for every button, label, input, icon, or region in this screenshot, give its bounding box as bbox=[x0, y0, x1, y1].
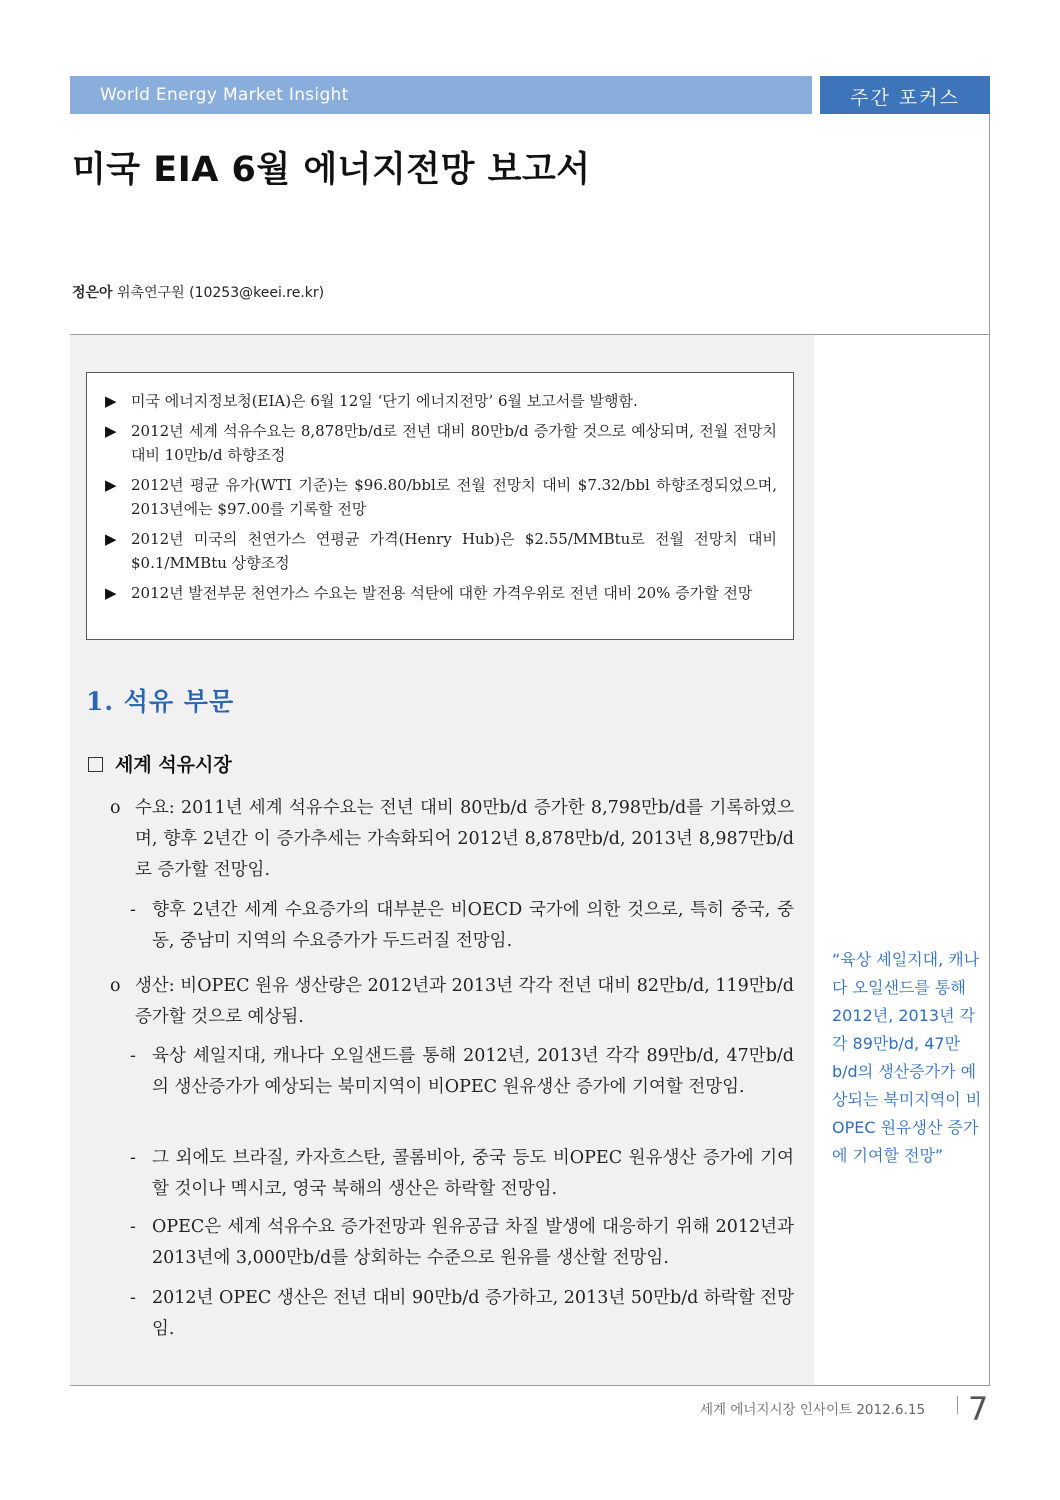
checkbox-square-icon bbox=[88, 757, 103, 772]
triangle-bullet-icon: ▶ bbox=[105, 476, 117, 494]
section-tag-label: 주간 포커스 bbox=[850, 87, 960, 109]
bottom-divider bbox=[70, 1385, 990, 1386]
dash-marker: - bbox=[130, 900, 136, 920]
triangle-bullet-icon: ▶ bbox=[105, 584, 117, 602]
summary-item: ▶ 2012년 평균 유가(WTI 기준)는 $96.80/bbl로 전월 전망치 대비 $7.32/bbl 하향조정되었으며, 2013년에는 $97.00를 기록할 전망 bbox=[105, 473, 777, 521]
paragraph-production: o 생산: 비OPEC 원유 생산량은 2012년과 2013년 각각 전년 대비 82만b/d, 119만b/d 증가할 것으로 예상됨. bbox=[110, 971, 794, 1033]
bullet-marker: o bbox=[110, 976, 121, 996]
article-title: 미국 EIA 6월 에너지전망 보고서 bbox=[72, 150, 591, 190]
triangle-bullet-icon: ▶ bbox=[105, 392, 117, 410]
author-role: 위촉연구원 bbox=[117, 285, 185, 301]
summary-box bbox=[86, 372, 794, 640]
author-email: (10253@keei.re.kr) bbox=[189, 285, 325, 301]
paragraph-demand: o 수요: 2011년 세계 석유수요는 전년 대비 80만b/d 증가한 8,798만b/d를 기록하였으며, 향후 2년간 이 증가추세는 가속화되어 2012년 8,878만b/d, 2013년 8,987만b/d로 증가할 전망임. bbox=[110, 793, 794, 886]
section-tag bbox=[820, 76, 990, 114]
paragraph-production-detail: - 그 외에도 브라질, 카자흐스탄, 콜롬비아, 중국 등도 비OPEC 원유생산 증가에 기여할 것이나 멕시코, 영국 북해의 생산은 하락할 전망임. bbox=[130, 1143, 794, 1205]
bullet-marker: o bbox=[110, 798, 121, 818]
subsection-heading: 세계 석유시장 bbox=[88, 750, 232, 777]
paragraph-production-detail: - OPEC은 세계 석유수요 증가전망과 원유공급 차질 발생에 대응하기 위해 2012년과 2013년에 3,000만b/d를 상회하는 수준으로 원유를 생산할 전망임. bbox=[130, 1212, 794, 1274]
right-divider bbox=[989, 114, 990, 1386]
pull-quote: “육상 셰일지대, 캐나다 오일샌드를 통해 2012년, 2013년 각각 89만b/d, 47만b/d의 생산증가가 예상되는 북미지역이 비OPEC 원유생산 증가에 기여할 전망” bbox=[832, 950, 982, 1165]
summary-item: ▶ 2012년 미국의 천연가스 연평균 가격(Henry Hub)은 $2.55/MMBtu로 전월 전망치 대비 $0.1/MMBtu 상향조정 bbox=[105, 527, 777, 575]
section-heading: 1. 석유 부문 bbox=[86, 687, 235, 716]
summary-item: ▶ 2012년 세계 석유수요는 8,878만b/d로 전년 대비 80만b/d 증가할 것으로 예상되며, 전월 전망치 대비 10만b/d 하향조정 bbox=[105, 419, 777, 467]
triangle-bullet-icon: ▶ bbox=[105, 530, 117, 548]
dash-marker: - bbox=[130, 1148, 136, 1168]
triangle-bullet-icon: ▶ bbox=[105, 422, 117, 440]
summary-item: ▶ 2012년 발전부문 천연가스 수요는 발전용 석탄에 대한 가격우위로 전년 대비 20% 증가할 전망 bbox=[105, 581, 777, 605]
paragraph-production-detail: - 2012년 OPEC 생산은 전년 대비 90만b/d 증가하고, 2013년 50만b/d 하락할 전망임. bbox=[130, 1283, 794, 1345]
dash-marker: - bbox=[130, 1217, 136, 1237]
series-banner bbox=[70, 76, 812, 114]
footer-separator bbox=[957, 1396, 958, 1414]
page-number: 7 bbox=[968, 1390, 989, 1428]
summary-item: ▶ 미국 에너지정보청(EIA)은 6월 12일 ‘단기 에너지전망’ 6월 보고서를 발행함. bbox=[105, 389, 777, 413]
author-name: 정은아 bbox=[72, 285, 113, 301]
dash-marker: - bbox=[130, 1288, 136, 1308]
dash-marker: - bbox=[130, 1046, 136, 1066]
series-title: World Energy Market Insight bbox=[100, 85, 349, 105]
paragraph-production-detail: - 육상 셰일지대, 캐나다 오일샌드를 통해 2012년, 2013년 각각 89만b/d, 47만b/d의 생산증가가 예상되는 북미지역이 비OPEC 원유생산 증가에 기여할 전망임. bbox=[130, 1041, 794, 1103]
author-line bbox=[72, 282, 324, 302]
paragraph-demand-detail: - 향후 2년간 세계 수요증가의 대부분은 비OECD 국가에 의한 것으로, 특히 중국, 중동, 중남미 지역의 수요증가가 두드러질 전망임. bbox=[130, 895, 794, 957]
footer-publication: 세계 에너지시장 인사이트 2012.6.15 bbox=[700, 1402, 926, 1418]
